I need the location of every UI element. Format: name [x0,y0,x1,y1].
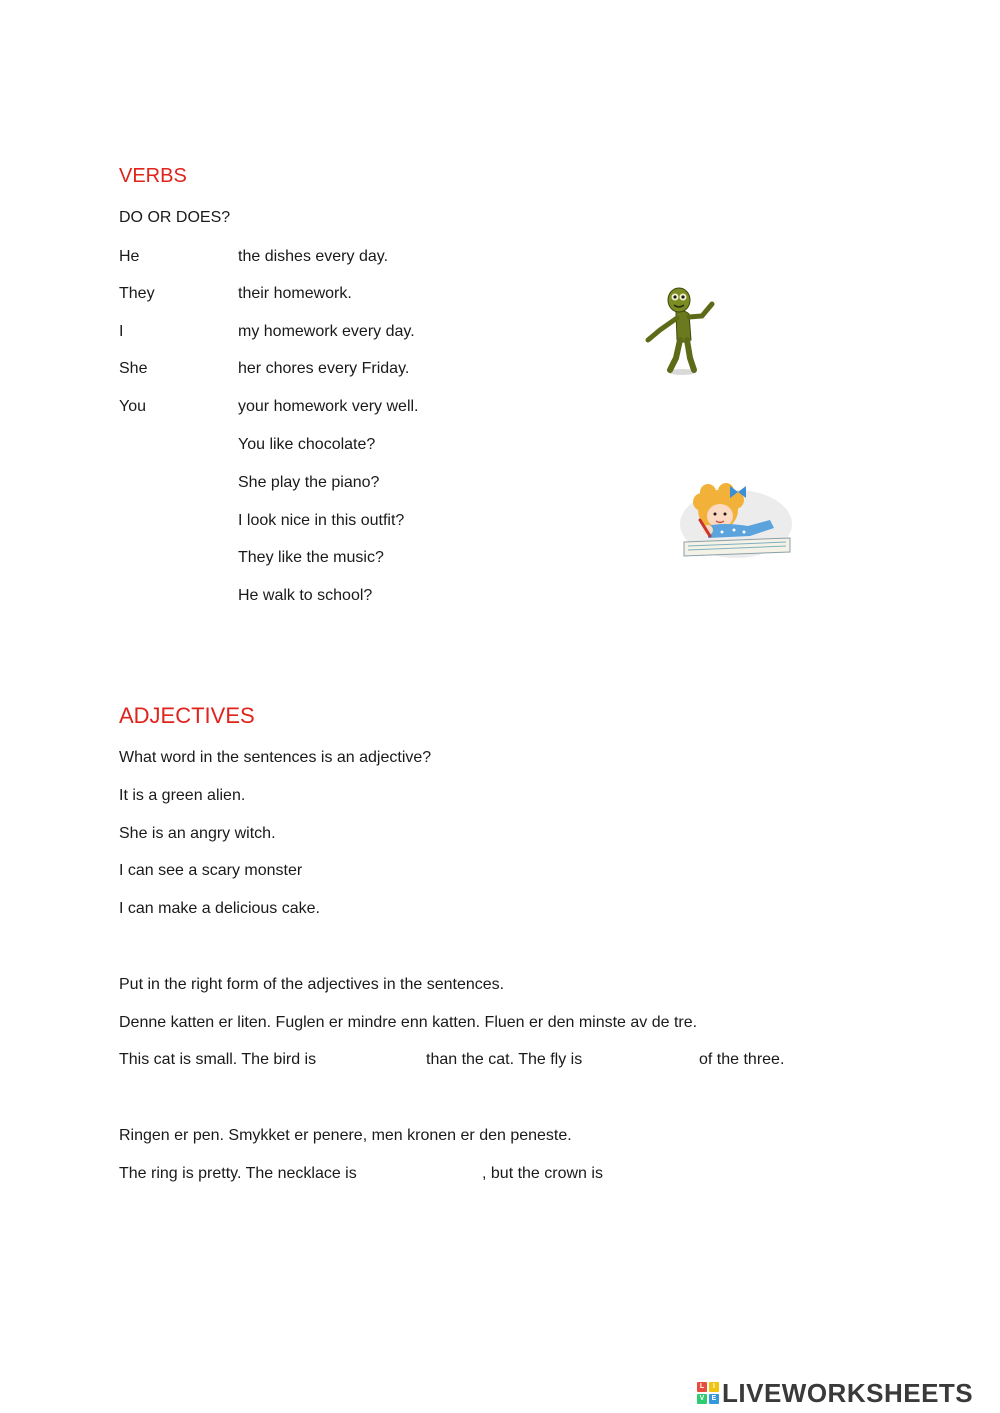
answer-blank[interactable] [162,283,230,307]
english-sentence-part: than the cat. The fly is [426,1051,583,1068]
verb-subject: You [119,398,146,415]
answer-blank[interactable] [119,547,230,571]
verbs-heading: VERBS [119,165,187,187]
verb-sentence: the dishes every day. [238,248,389,265]
adjective-sentence[interactable]: I can make a delicious cake. [119,900,320,917]
english-sentence-part: The ring is pretty. The necklace is [119,1165,357,1182]
form-instruction: Put in the right form of the adjectives in the sentences. [119,976,505,993]
answer-blank[interactable] [160,396,230,420]
superlative-blank[interactable] [598,1049,694,1073]
superlative-blank[interactable] [618,1163,740,1187]
verb-subject: He [119,248,140,265]
girl-homework-illustration [678,480,794,562]
answer-blank[interactable] [119,510,230,534]
logo-square: I [709,1382,719,1392]
english-sentence-part: , but the crown is [482,1165,603,1182]
english-sentence-part: of the three. [699,1051,785,1068]
adjective-sentence[interactable]: She is an angry witch. [119,825,276,842]
question-sentence: They like the music? [238,549,384,566]
norwegian-sentence: Ringen er pen. Smykket er penere, men kronen er den peneste. [119,1127,572,1144]
verb-subject: She [119,360,148,377]
logo-square: L [697,1382,707,1392]
verb-subject: They [119,285,155,302]
question-sentence: He walk to school? [238,587,373,604]
logo-square: V [697,1394,707,1404]
logo-square: E [709,1394,719,1404]
adjective-sentence[interactable]: I can see a scary monster [119,862,303,879]
english-sentence-part: This cat is small. The bird is [119,1051,317,1068]
verb-sentence: their homework. [238,285,352,302]
logo-text: LIVEWORKSHEETS [722,1377,974,1408]
norwegian-sentence: Denne katten er liten. Fuglen er mindre enn katten. Fluen er den minste av de tre. [119,1014,698,1031]
answer-blank[interactable] [140,321,230,345]
answer-blank[interactable] [119,472,230,496]
liveworksheets-logo [697,1378,973,1408]
comparative-blank[interactable] [328,1049,422,1073]
adjective-sentence[interactable]: It is a green alien. [119,787,246,804]
verbs-instruction: DO OR DOES? [119,209,231,226]
logo-squares-icon [697,1382,719,1404]
verb-sentence: my homework every day. [238,323,415,340]
alien-illustration [636,282,732,380]
adjectives-heading: ADJECTIVES [119,703,255,728]
adjectives-instruction: What word in the sentences is an adjective? [119,749,432,766]
answer-blank[interactable] [160,358,230,382]
question-sentence: I look nice in this outfit? [238,512,405,529]
answer-blank[interactable] [119,434,230,458]
verb-sentence: her chores every Friday. [238,360,410,377]
verb-subject: I [119,323,124,340]
comparative-blank[interactable] [372,1163,478,1187]
verb-sentence: your homework very well. [238,398,419,415]
question-sentence: She play the piano? [238,474,380,491]
answer-blank[interactable] [119,585,230,609]
question-sentence: You like chocolate? [238,436,376,453]
answer-blank[interactable] [160,246,230,270]
